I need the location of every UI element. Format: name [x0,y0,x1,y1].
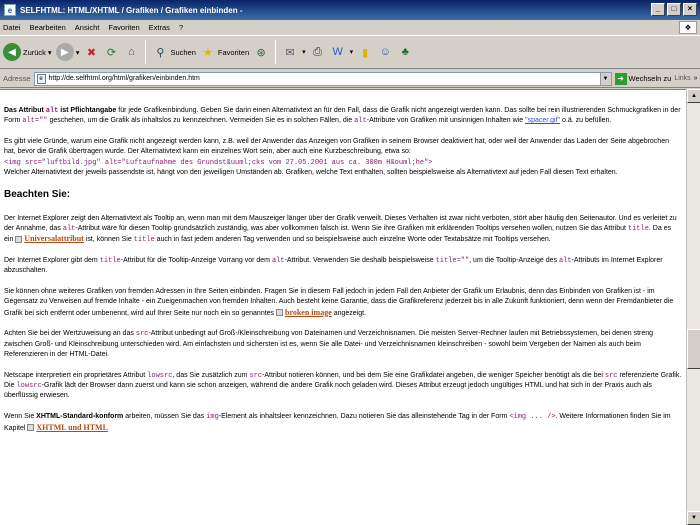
edit-dropdown-icon[interactable]: ▾ [349,49,354,56]
back-dropdown-icon[interactable]: ▾ [47,47,52,57]
forward-dropdown-icon[interactable]: ▾ [75,47,80,57]
back-label: Zurück [23,47,46,57]
research-icon[interactable]: ♣ [401,46,409,58]
stop-icon[interactable]: ✖ [86,46,97,59]
forward-arrow-icon: ▶ [56,43,74,61]
links-chevron-icon[interactable]: » [693,75,698,82]
messenger-icon[interactable]: ☺ [379,46,391,58]
spacer-gif-link[interactable]: "spacer.gif" [525,117,561,125]
forward-button[interactable] [56,43,80,61]
favorites-label: Favoriten [217,47,250,57]
paragraph-tooltip: Der Internet Explorer zeigt den Alternativtext als Tooltip an, wenn man mit dem Mauszeiger länger über der Grafik verweilt. Dieses Verhalten ist zwar nicht verboten, stört aber häufig den Seitenautor. Und es verleitet zu der Annahme, das alt-Attribut wäre für diesen Tooltip grundsätzlich zuständig, was aber vollkommen falsch ist. Wenn Sie ihre Grafiken mit erklärenden Tooltips versehen wollen, nutzen Sie das Attribut title. Da es ein Universalattribut ist, können Sie title auch in fast jedem anderen Tag verwenden und so beispielsweise auch einzelne Worte oder Textabsätze mit Tooltips versehen. [4,214,677,245]
universal-attribute-link[interactable]: Universalattribut [24,234,84,244]
menu-help[interactable]: ? [178,23,184,32]
back-button[interactable] [3,43,52,61]
ie-logo-icon: e [4,4,16,16]
windows-flag-icon: ❖ [679,21,697,34]
address-bar [0,70,700,88]
address-dropdown-icon[interactable]: ▼ [600,73,611,85]
discuss-icon[interactable]: ▮ [362,46,369,59]
xhtml-and-html-link[interactable]: XHTML und HTML [36,422,108,432]
back-arrow-icon: ◀ [3,43,21,61]
scroll-thumb[interactable] [687,329,700,369]
paragraph-foreign-images: Sie können ohne weiteres Grafiken von fremden Adressen in Ihre Seiten einbinden. Fragen Sie in diesem Fall jedoch in jedem Fall den Anbieter der Grafik um Erlaubnis, denn das Einbinden von Grafiken ist - im Gegensatz zu Verweisen auf fremde Inhalte - ein Zueigenmachen von fremden Inhalten. Auch besteht keine Garantie, dass die Grafikreferenz jederzeit bis in alle Zukunft funktioniert, denn wenn der Fremdanbieter die Grafik bei sich entfernt oder umbenennt, wird auf Ihrer Seite nur noch ein so genanntes broken image angezeigt. [4,288,674,317]
link-arrow-icon [27,424,34,431]
home-icon[interactable]: ⌂ [128,46,135,58]
note-heading: Beachten Sie: [4,189,71,201]
page-content [0,89,686,525]
print-icon[interactable]: ⎙ [313,45,323,58]
menu-edit[interactable]: Bearbeiten [29,23,66,32]
window-title: SELFHTML: HTML/XHTML / Grafiken / Grafiken einbinden - [20,5,243,15]
star-icon: ★ [202,46,213,59]
links-button[interactable]: Links [674,75,691,82]
search-icon: ⚲ [156,46,165,59]
title-bar [0,0,700,20]
menu-view[interactable]: Ansicht [74,23,100,32]
history-icon[interactable]: ⊛ [256,46,266,59]
menu-bar [0,20,700,35]
menu-file[interactable]: Datei [3,23,21,32]
toolbar [0,35,700,69]
toolbar-separator [275,40,276,64]
paragraph-lowsrc: Netscape interpretiert ein proprietäres Attribut lowsrc, das Sie zusätzlich zum src-Attribut notieren können, und bei dem Sie eine Grafikdatei angeben, die weniger Speicher benötigt als die bei src referenzierte Grafik. Die lowsrc-Grafik lädt der Browser dann zuerst und kann sie schon anzeigen, während die andere Grafik noch geladen wird. Dieses Attribut erzeugt jedoch ungültiges HTML und hat sich in der Praxis auch als überflüssig erwiesen. [4,371,682,400]
search-button[interactable] [152,44,195,60]
broken-image-link[interactable]: broken image [285,307,332,317]
search-label: Suchen [170,47,196,57]
refresh-icon[interactable]: ⟳ [106,46,117,59]
close-button[interactable]: × [683,3,697,16]
scroll-up-icon[interactable]: ▲ [687,89,700,103]
mail-dropdown-icon[interactable]: ▾ [302,49,306,56]
edit-icon[interactable]: W [332,46,343,58]
address-input[interactable] [34,72,612,86]
go-label: Wechseln zu [628,74,672,83]
favorites-button[interactable] [200,44,249,60]
address-url[interactable]: http://de.selfhtml.org/html/grafiken/einbinden.htm [48,75,200,82]
vertical-scrollbar[interactable] [686,89,700,525]
go-arrow-icon: ➜ [615,73,627,85]
maximize-button[interactable]: □ [667,3,681,16]
menu-favorites[interactable]: Favoriten [108,23,140,32]
paragraph-reasons: Es gibt viele Gründe, warum eine Grafik nicht angezeigt werden kann, z.B. weil der Anwender das Anzeigen von Grafiken in seinem Browser deaktiviert hat, oder weil der Anwender das Laden der Seite abgebrochen hat, bevor die Grafik übertragen wurde. Der Alternativtext kann ein einzelnes Wort sein, aber auch eine Kurzbeschreibung, etwa so: <img src="luftbild.jpg" alt="Luftaufnahme des Grundst&uuml;cks vom 27.05.2001 aus ca. 300m H&ouml;he"> Welcher Alternativtext der jeweils passendste ist, hängt von den jeweiligen Umständen ab. Grafiken, welche Text enthalten, sollten beispielsweise als Alternativtext auf jeden Fall diesen Text erhalten. [4,138,669,176]
paragraph-case-sensitivity: Achten Sie bei der Wertzuweisung an das src-Attribut unbedingt auf Groß-/Kleinschreibung von Dateinamen und Verzeichnisnamen. Die meisten Server-Rechner laufen mit Betriebssystemen, bei denen streng zwischen Groß- und Kleinschreibung unterschieden wird. Am einfachsten und sichersten ist es, wenn Sie alle Datei- und Verzeichnisnamen kleinschreiben - sowohl beim Vergeben der Namen als auch beim Referenzieren in der HTML-Datei. [4,330,654,359]
go-button[interactable] [615,73,672,85]
scroll-down-icon[interactable]: ▼ [687,511,700,525]
page-icon: e [37,74,46,84]
link-arrow-icon [276,309,283,316]
code-example: <img src="luftbild.jpg" alt="Luftaufnahme des Grundst&uuml;cks vom 27.05.2001 aus ca. 300m H&ouml;he"> [4,158,433,167]
link-arrow-icon [15,236,22,243]
toolbar-separator [145,40,146,64]
window-controls [651,3,697,16]
paragraph-title-priority: Der Internet Explorer gibt dem title-Attribut für die Tooltip-Anzeige Vorrang vor dem alt-Attribut. Verwenden Sie deshalb beispielsweise title="", um die Tooltip-Anzeige des alt-Attributs im Internet Explorer abzuschalten. [4,256,663,275]
address-label: Adresse [3,74,31,83]
paragraph-xhtml: Wenn Sie XHTML-Standard-konform arbeiten, müssen Sie das img-Element als inhaltsleer kennzeichnen. Dazu notieren Sie das alleinstehende Tag in der Form <img ... />. Weitere Informationen finden Sie im Kapitel XHTML und HTML [4,413,671,432]
paragraph-alt-required: Das Attribut alt ist Pflichtangabe für jede Grafikeinbindung. Geben Sie darin einen Alternativtext an für den Fall, dass die Grafik nicht angezeigt werden kann. Das sollte bei rein illustrierenden Schmuckgrafiken in der Form alt="" geschehen, um die Grafik als inhaltslos zu kennzeichnen. Vermeiden Sie es in solchen Fällen, die alt-Attribute von Grafiken mit unsinnigen Inhalten wie "spacer.gif" o.ä. zu befüllen. [4,107,681,126]
minimize-button[interactable]: _ [651,3,665,16]
mail-icon[interactable]: ✉ [285,46,295,59]
menu-tools[interactable]: Extras [148,23,170,32]
